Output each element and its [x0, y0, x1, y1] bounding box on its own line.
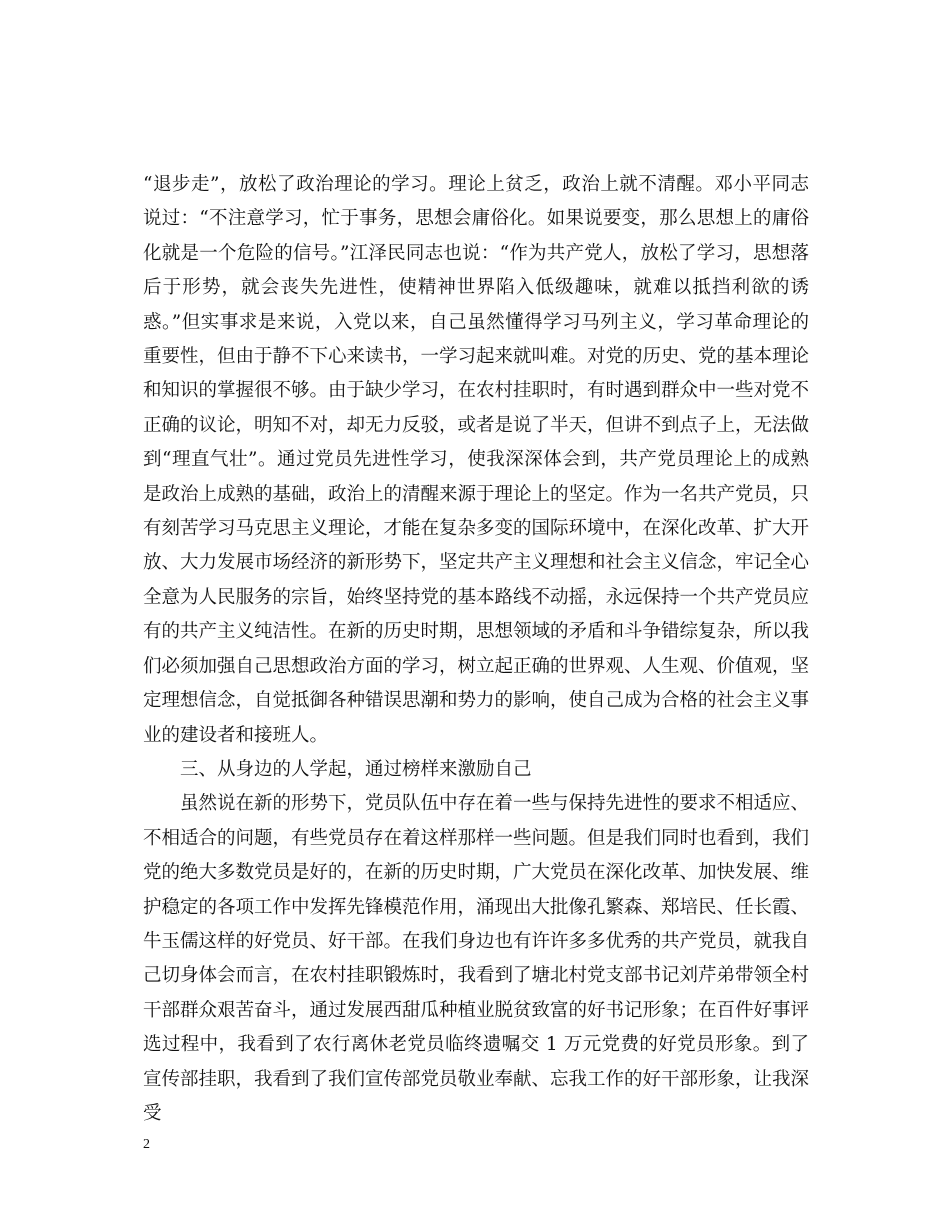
paragraph-role-models: 虽然说在新的形势下，党员队伍中存在着一些与保持先进性的要求不相适应、不相适合的问题，有些党员存在着这样那样一些问题。但是我们同时也看到，我们党的绝大多数党员是好的，在新的历史时期，广大党员在深化改革、加快发展、维护稳定的各项工作中发挥先锋模范作用，涌现出大批像孔繁森、郑培民、任长霞、牛玉儒这样的好党员、好干部。在我们身边也有许许多多优秀的共产党员，就我自己切身体会而言，在农村挂职锻炼时，我看到了塘北村党支部书记刘芹弟带领全村干部群众艰苦奋斗，通过发展西甜瓜种植业脱贫致富的好书记形象；在百件好事评选过程中，我看到了农行离休老党员临终遗嘱交 1 万元党费的好党员形象。到了宣传部挂职，我看到了我们宣传部党员敬业奉献、忘我工作的好干部形象，让我深受	[143, 793, 810, 1124]
page-number: 2	[143, 1137, 150, 1152]
document-body	[143, 168, 809, 1131]
section-heading-three: 三、从身边的人学起，通过榜样来激励自己	[180, 758, 532, 780]
paragraph-theory-study: “退步走”，放松了政治理论的学习。理论上贫乏，政治上就不清醒。邓小平同志说过：“不注意学习，忙于事务，思想会庸俗化。如果说要变，那么思想上的庸俗化就是一个危险的信号。”江泽民同志也说：“作为共产党人，放松了学习，思想落后于形势，就会丧失先进性，使精神世界陷入低级趣味，就难以抵挡利欲的诱惑。”但实事求是来说，入党以来，自己虽然懂得学习马列主义，学习革命理论的重要性，但由于静不下心来读书，一学习起来就叫难。对党的历史、党的基本理论和知识的掌握很不够。由于缺少学习，在农村挂职时，有时遇到群众中一些对党不正确的议论，明知不对，却无力反驳，或者是说了半天，但讲不到点子上，无法做到“理直气壮”。通过党员先进性学习，使我深深体会到，共产党员理论上的成熟是政治上成熟的基础，政治上的清醒来源于理论上的坚定。作为一名共产党员，只有刻苦学习马克思主义理论，才能在复杂多变的国际环境中，在深化改革、扩大开放、大力发展市场经济的新形势下，坚定共产主义理想和社会主义信念，牢记全心全意为人民服务的宗旨，始终坚持党的基本路线不动摇，永远保持一个共产党员应有的共产主义纯洁性。在新的历史时期，思想领域的矛盾和斗争错综复杂，所以我们必须加强自己思想政治方面的学习，树立起正确的世界观、人生观、价值观，坚定理想信念，自觉抵御各种错误思潮和势力的影响，使自己成为合格的社会主义事业的建设者和接班人。	[143, 174, 810, 746]
